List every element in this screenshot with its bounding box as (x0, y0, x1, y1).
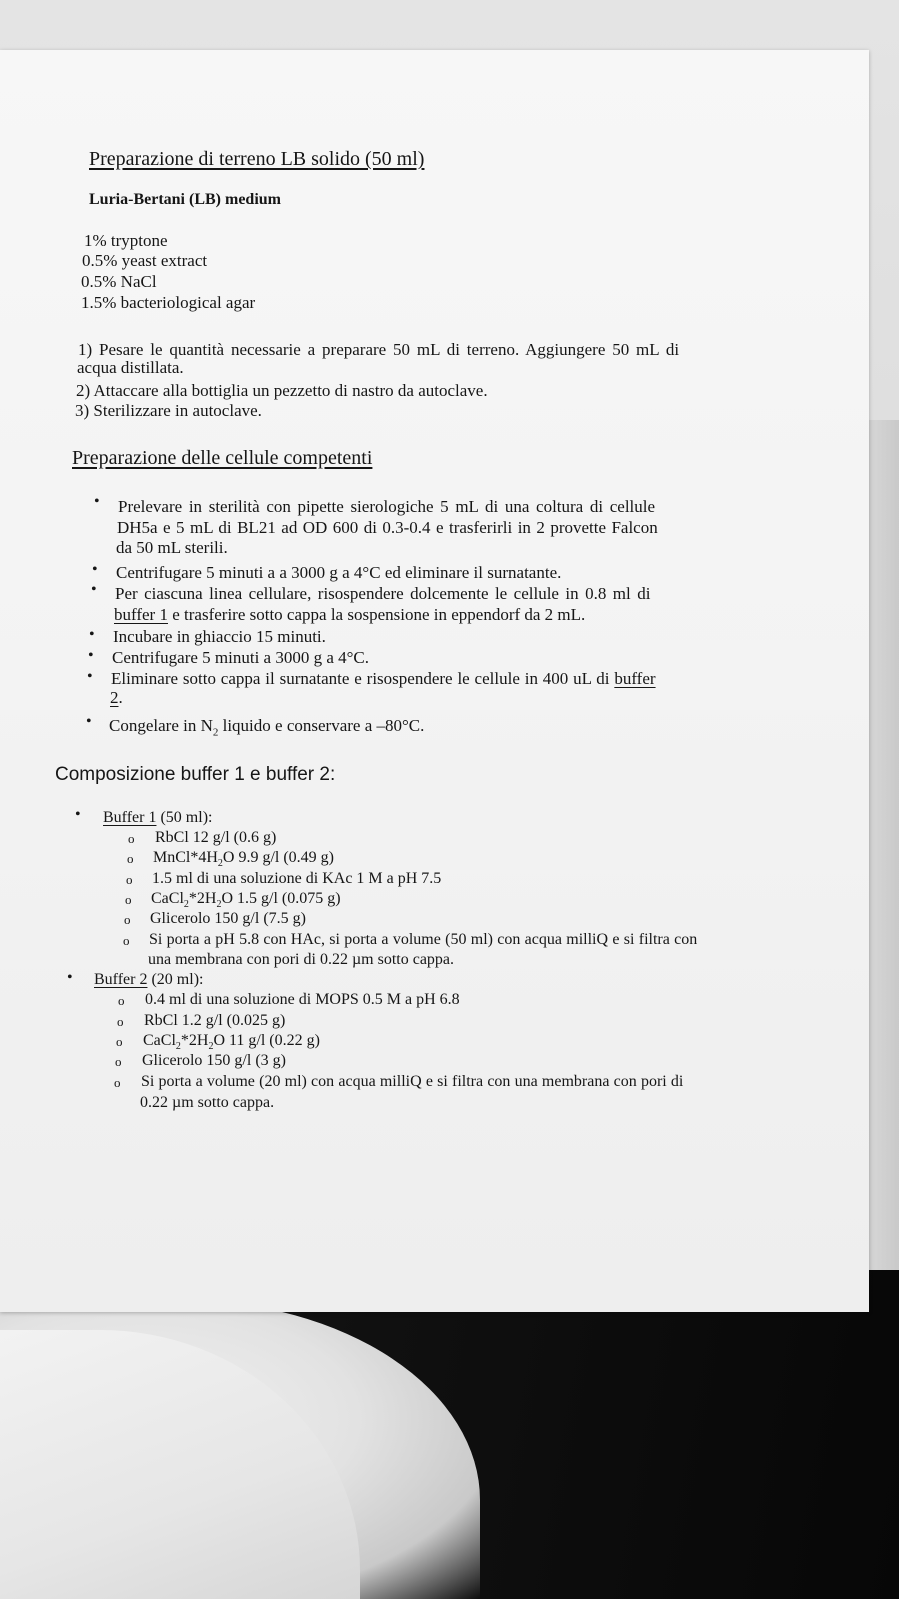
buffer1-item: RbCl 12 g/l (0.6 g) (155, 829, 277, 846)
buffer2-item: $CaCl_2*2H_2O$ 11 g/l (0.22 g) (143, 1032, 320, 1053)
sub-bullet-icon: o (114, 1075, 121, 1090)
document-page (0, 50, 869, 1312)
ingredient-line: 1.5% bacteriological agar (81, 293, 256, 312)
step-line: acqua distillata. (77, 358, 184, 377)
buffer2-reference: buffer (614, 669, 656, 688)
buffer1-item: Si porta a pH 5.8 con HAc, si porta a volume (50 ml) con acqua milliQ e si filtra con (149, 931, 698, 948)
bullet-line: Incubare in ghiaccio 15 minuti. (113, 627, 326, 646)
sub-bullet-icon: o (117, 1014, 124, 1029)
bullet-line: DH5a e 5 mL di BL21 ad OD 600 di 0.3-0.4 e trasferirli in 2 provette Falcon (117, 518, 658, 537)
bullet-icon: • (88, 647, 94, 664)
buffer1-heading: Buffer 1 (50 ml): (103, 809, 213, 826)
section-title-buffers: Composizione buffer 1 e buffer 2: (55, 764, 336, 785)
buffer2-item: 0.22 µm sotto cappa. (140, 1094, 275, 1111)
section-title-competent-cells: Preparazione delle cellule competenti (72, 447, 373, 469)
sub-bullet-icon: o (115, 1054, 122, 1069)
bullet-line: Congelare in $N_2$ liquido e conservare a –80°C. (109, 716, 425, 739)
step-line: 2) Attaccare alla bottiglia un pezzetto di nastro da autoclave. (76, 381, 488, 400)
ingredient-line: 1% tryptone (84, 231, 168, 250)
bullet-icon: • (92, 561, 98, 578)
buffer1-reference: buffer 1 (114, 605, 168, 624)
ingredient-line: 0.5% yeast extract (82, 251, 208, 270)
buffer2-item: RbCl 1.2 g/l (0.025 g) (144, 1012, 286, 1029)
step-line: 1) Pesare le quantità necessarie a preparare 50 mL di terreno. Aggiungere 50 mL di (78, 340, 680, 359)
bullet-line: da 50 mL sterili. (116, 538, 228, 557)
bullet-line: buffer 1 e trasferire sotto cappa la sospensione in eppendorf da 2 mL. (114, 605, 586, 624)
bullet-line: Prelevare in sterilità con pipette sierologiche 5 mL di una coltura di cellule (118, 497, 656, 516)
bullet-icon: • (89, 626, 95, 643)
sub-bullet-icon: o (128, 831, 135, 846)
bullet-icon: • (91, 581, 97, 598)
bullet-icon: • (87, 668, 93, 685)
buffer2-heading: Buffer 2 (20 ml): (94, 971, 204, 988)
sub-bullet-icon: o (123, 933, 130, 948)
sub-bullet-icon: o (116, 1034, 123, 1049)
sub-bullet-icon: o (126, 872, 133, 887)
bullet-line: Centrifugare 5 minuti a a 3000 g a 4°C ed eliminare il surnatante. (116, 563, 562, 582)
buffer1-item: una membrana con pori di 0.22 µm sotto cappa. (148, 951, 455, 968)
bullet-icon: • (75, 806, 81, 823)
buffer2-item: 0.4 ml di una soluzione di MOPS 0.5 M a pH 6.8 (145, 991, 460, 1008)
ingredient-line: 0.5% NaCl (81, 272, 157, 291)
bullet-line: Per ciascuna linea cellulare, risospendere dolcemente le cellule in 0.8 ml di (115, 584, 651, 603)
section-title-lb: Preparazione di terreno LB solido (50 ml) (89, 148, 425, 170)
section-subtitle-lb: Luria-Bertani (LB) medium (89, 191, 281, 208)
bullet-icon: • (94, 493, 100, 510)
sub-bullet-icon: o (127, 851, 134, 866)
sub-bullet-icon: o (118, 993, 125, 1008)
bullet-line: Centrifugare 5 minuti a 3000 g a 4°C. (112, 648, 370, 667)
buffer1-item: $MnCl*4H_2O$ 9.9 g/l (0.49 g) (153, 849, 335, 870)
step-line: 3) Sterilizzare in autoclave. (75, 401, 262, 420)
bullet-icon: • (86, 713, 92, 730)
sub-bullet-icon: o (125, 892, 132, 907)
buffer2-item: Si porta a volume (20 ml) con acqua milliQ e si filtra con una membrana con pori di (141, 1073, 684, 1090)
bullet-icon: • (67, 969, 73, 986)
bullet-line: Eliminare sotto cappa il surnatante e risospendere le cellule in 400 uL di buffer (111, 669, 656, 688)
sub-bullet-icon: o (124, 912, 131, 927)
buffer2-item: Glicerolo 150 g/l (3 g) (142, 1052, 286, 1069)
buffer1-item: $CaCl_2*2H_2O$ 1.5 g/l (0.075 g) (151, 890, 341, 911)
buffer1-item: Glicerolo 150 g/l (7.5 g) (150, 910, 306, 927)
buffer1-item: 1.5 ml di una soluzione di KAc 1 M a pH 7.5 (152, 870, 442, 887)
bullet-line: 2. (110, 688, 123, 707)
